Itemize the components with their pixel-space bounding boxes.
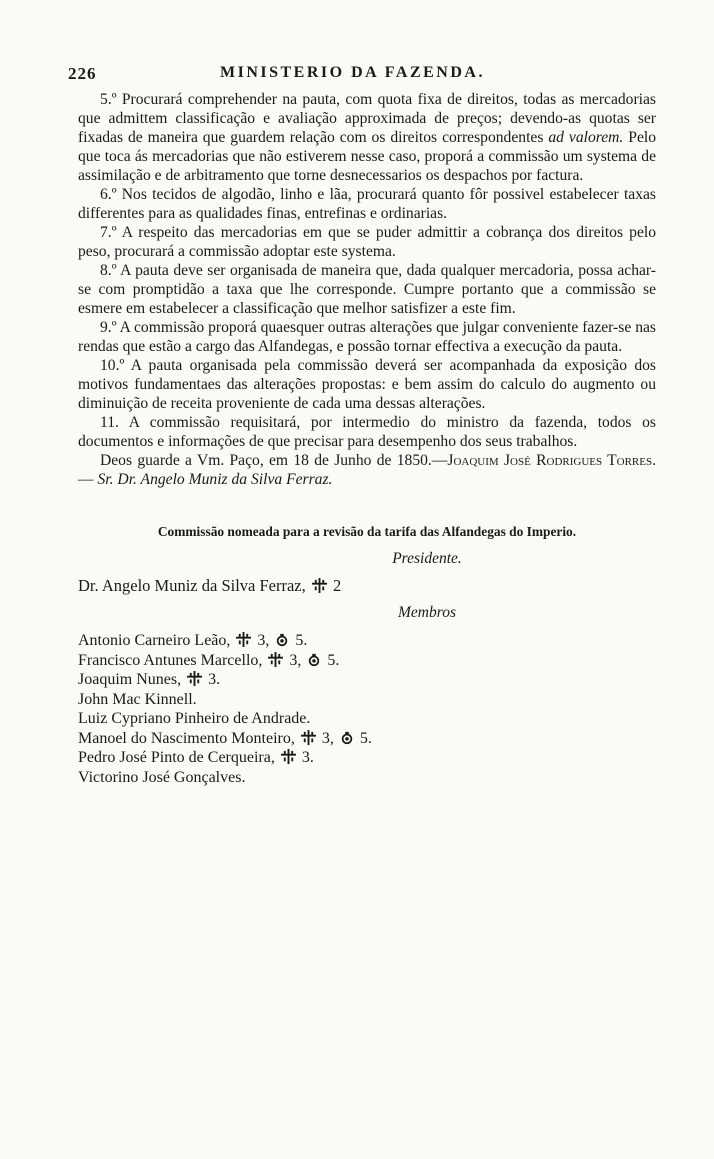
paragraph-7: 7.º A respeito das mercadorias em que se puder admittir a cobrança dos direitos pelo peso, procurará a commissão adoptar este systema. — [78, 224, 656, 260]
signature-dash: — — [78, 471, 98, 488]
cross-grade: 3. — [301, 749, 314, 766]
paragraph-10: 10.º A pauta organisada pela commissão deverá ser acompanhada da exposição dos motivos fundamentaes das alterações propostas: e bem assim do calculo do augmento ou diminuição de receita proveniente de cada uma dessas alterações. — [78, 357, 656, 412]
member-row — [78, 670, 656, 690]
document-page — [68, 40, 657, 787]
member-row — [78, 651, 656, 671]
president-heading: Presidente. — [392, 550, 462, 567]
page-number: 226 — [68, 64, 97, 83]
signature-text: Deos guarde a Vm. Paço, em 18 de Junho de 1850.— — [100, 452, 448, 469]
member-name: Luiz Cypriano Pinheiro de Andrade. — [78, 710, 311, 727]
rose-grade: 5. — [359, 729, 372, 747]
cross-grade: 3. — [208, 671, 221, 688]
members-heading: Membros — [398, 604, 456, 621]
cross-grade: 3, — [321, 729, 334, 747]
cross-grade: 3, — [257, 632, 270, 649]
rose-icon — [307, 653, 321, 667]
paragraph-5-text: 5.º Procurará comprehender na pauta, com quota fixa de direitos, todas as mercadorias que admittem classificação e avaliação approximada de preços; devendo-as quotas ser fixadas de maneira que guardem relação com os direitos correspondentes — [78, 91, 656, 146]
ad-valorem-term: ad valorem. — [548, 129, 624, 146]
instructions-body — [78, 90, 656, 489]
member-row — [78, 729, 656, 749]
signature-line — [78, 451, 656, 489]
member-row — [78, 631, 656, 651]
paragraph-8: 8.º A pauta deve ser organisada de maneira que, dada qualquer mercadoria, possa achar-se com promptidão a taxa que lhe corresponde. Cumpre portanto que a commissão se esmere em estabelecer a classificação que melhor satisfizer a este fim. — [78, 262, 656, 317]
page-header — [68, 60, 656, 90]
member-name: Joaquim Nunes, — [78, 671, 182, 688]
president-name: Dr. Angelo Muniz da Silva Ferraz, — [78, 576, 306, 595]
rose-grade: 5. — [327, 651, 340, 669]
paragraph-5-text-after: Pelo que toca ás mercadorias que não estiverem nesse caso, proporá a commissão um systema de assimilação e de arbitramento que torne desnecessarios os despachos por factura. — [78, 129, 657, 184]
cross-icon — [268, 652, 283, 667]
cross-icon — [301, 730, 316, 745]
member-row — [78, 748, 656, 768]
paragraph-6: 6.º Nos tecidos de algodão, linho e lãa, procurará quanto fôr possivel estabelecer taxas differentes para as qualidades finas, entrefinas e ordinarias. — [78, 186, 656, 222]
rose-grade: 5. — [295, 632, 308, 649]
member-name: Pedro José Pinto de Cerqueira, — [78, 749, 275, 766]
member-row — [78, 709, 656, 729]
member-row — [78, 690, 656, 710]
running-title: MINISTERIO DA FAZENDA. — [220, 64, 485, 81]
cross-icon — [281, 749, 296, 764]
member-name: Victorino José Gonçalves. — [78, 768, 246, 786]
member-name: John Mac Kinnell. — [78, 690, 197, 708]
member-name: Antonio Carneiro Leão, — [78, 632, 231, 649]
paragraph-11: 11. A commissão requisitará, por intermedio do ministro da fazenda, todos os documentos e informações de que precisar para desempenho dos seus trabalhos. — [78, 414, 656, 450]
president-line — [78, 575, 656, 597]
cross-icon — [236, 632, 251, 647]
cross-icon — [312, 578, 327, 593]
member-name: Manoel do Nascimento Monteiro, — [78, 729, 295, 747]
paragraph-5 — [78, 90, 656, 185]
cross-grade: 3, — [289, 651, 302, 669]
rose-icon — [340, 731, 354, 745]
rose-icon — [275, 633, 289, 647]
addressee: Sr. Dr. Angelo Muniz da Silva Ferraz. — [97, 471, 333, 488]
members-list — [78, 631, 656, 787]
signer-name: Joaquim José Rodrigues Torres. — [447, 452, 656, 469]
member-row — [78, 768, 656, 788]
commission-title: Commissão nomeada para a revisão da tarifa das Alfandegas do Imperio. — [157, 524, 577, 539]
member-name: Francisco Antunes Marcello, — [78, 651, 263, 669]
cross-icon — [187, 671, 202, 686]
president-order-grade: 2 — [333, 576, 342, 595]
paragraph-9: 9.º A commissão proporá quaesquer outras alterações que julgar conveniente fazer-se nas rendas que estão a cargo das Alfandegas, e possão tornar effectiva a execução da pauta. — [78, 319, 656, 355]
